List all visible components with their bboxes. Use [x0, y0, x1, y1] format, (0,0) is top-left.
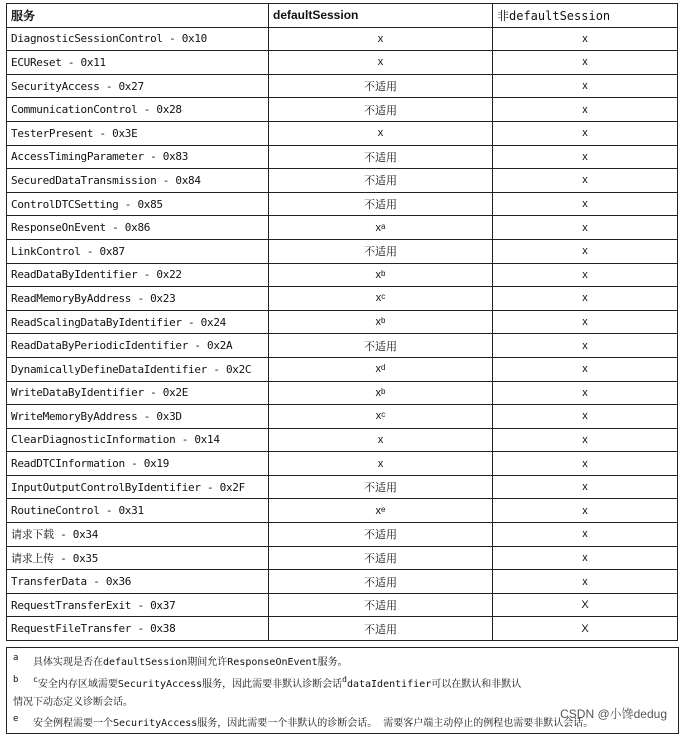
- default-session-value: x: [377, 56, 384, 69]
- default-session-cell: [269, 523, 493, 547]
- default-session-value: 不适用: [364, 81, 397, 94]
- service-name-cell: 请求下载 - 0x34: [7, 523, 269, 547]
- default-session-cell: [269, 475, 493, 499]
- default-session-value: x: [375, 386, 382, 399]
- default-session-value: x: [375, 363, 382, 376]
- service-name-cell: SecurityAccess - 0x27: [7, 74, 269, 98]
- default-session-value: x: [375, 292, 382, 305]
- table-row: [7, 593, 678, 617]
- header-service: 服务: [7, 4, 269, 28]
- footnote-ref: d: [381, 363, 386, 373]
- non-default-session-cell: x: [493, 405, 678, 429]
- default-session-cell: [269, 334, 493, 358]
- default-session-cell: [269, 310, 493, 334]
- non-default-session-cell: x: [493, 121, 678, 145]
- footnote-ref: c: [381, 292, 386, 302]
- footnote-label: e: [13, 714, 19, 724]
- table-row: [7, 523, 678, 547]
- footnote-ref: a: [381, 221, 386, 231]
- service-name-cell: ClearDiagnosticInformation - 0x14: [7, 428, 269, 452]
- service-name-cell: SecuredDataTransmission - 0x84: [7, 169, 269, 193]
- table-row: [7, 216, 678, 240]
- default-session-value: x: [375, 221, 382, 234]
- table-row: [7, 145, 678, 169]
- table-row: [7, 617, 678, 641]
- non-default-session-cell: x: [493, 98, 678, 122]
- service-name-cell: AccessTimingParameter - 0x83: [7, 145, 269, 169]
- service-name-cell: 请求上传 - 0x35: [7, 546, 269, 570]
- watermark: CSDN @小馋dedug: [560, 707, 667, 721]
- non-default-session-cell: x: [493, 357, 678, 381]
- non-default-session-cell: X: [493, 593, 678, 617]
- default-session-cell: [269, 263, 493, 287]
- default-session-value: 不适用: [364, 199, 397, 212]
- non-default-session-cell: x: [493, 239, 678, 263]
- non-default-session-cell: x: [493, 51, 678, 75]
- service-name-cell: ReadScalingDataByIdentifier - 0x24: [7, 310, 269, 334]
- footnote-label: a: [13, 653, 19, 663]
- table-row: [7, 428, 678, 452]
- non-default-session-cell: x: [493, 310, 678, 334]
- table-row: [7, 74, 678, 98]
- footnote-ref: b: [381, 316, 386, 326]
- non-default-session-cell: x: [493, 381, 678, 405]
- default-session-cell: [269, 546, 493, 570]
- table-row: [7, 499, 678, 523]
- table-row: [7, 357, 678, 381]
- non-default-session-cell: x: [493, 216, 678, 240]
- default-session-cell: [269, 452, 493, 476]
- default-session-cell: [269, 357, 493, 381]
- default-session-cell: [269, 405, 493, 429]
- footnote-ref: c: [33, 675, 38, 684]
- default-session-value: x: [375, 410, 382, 423]
- non-default-session-cell: x: [493, 452, 678, 476]
- service-name-cell: RequestFileTransfer - 0x38: [7, 617, 269, 641]
- default-session-value: x: [377, 32, 384, 45]
- default-session-value: 不适用: [364, 529, 397, 542]
- footnote-text: dataIdentifier可以在默认和非默认: [346, 679, 522, 690]
- default-session-value: 不适用: [364, 576, 397, 589]
- footnote-ref: b: [381, 268, 386, 278]
- table-row: [7, 239, 678, 263]
- table-row: [7, 98, 678, 122]
- table-row: [7, 192, 678, 216]
- default-session-cell: [269, 381, 493, 405]
- non-default-session-cell: x: [493, 334, 678, 358]
- default-session-value: 不适用: [364, 151, 397, 164]
- footnote-text: 安全例程需要一个SecurityAccess服务，因此需要一个非默认的诊断会话。 需要客户端主动停止的例程也需要非默认会话。: [33, 718, 594, 729]
- service-name-cell: TesterPresent - 0x3E: [7, 121, 269, 145]
- footnote-ref: e: [381, 504, 386, 514]
- non-default-session-cell: x: [493, 145, 678, 169]
- non-default-session-cell: x: [493, 192, 678, 216]
- service-name-cell: ResponseOnEvent - 0x86: [7, 216, 269, 240]
- footnote-label: b: [13, 675, 19, 685]
- default-session-cell: [269, 145, 493, 169]
- default-session-value: x: [377, 127, 384, 140]
- table-row: [7, 570, 678, 594]
- service-name-cell: RoutineControl - 0x31: [7, 499, 269, 523]
- default-session-value: 不适用: [364, 104, 397, 117]
- footnote-ref: b: [381, 386, 386, 396]
- non-default-session-cell: x: [493, 499, 678, 523]
- default-session-value: 不适用: [364, 175, 397, 188]
- default-session-value: 不适用: [364, 623, 397, 636]
- non-default-session-cell: x: [493, 523, 678, 547]
- footnote-b: [13, 675, 521, 690]
- service-name-cell: WriteDataByIdentifier - 0x2E: [7, 381, 269, 405]
- table-row: [7, 287, 678, 311]
- non-default-session-cell: x: [493, 570, 678, 594]
- footnote-a: [13, 653, 348, 668]
- service-name-cell: InputOutputControlByIdentifier - 0x2F: [7, 475, 269, 499]
- default-session-value: x: [375, 316, 382, 329]
- default-session-cell: [269, 27, 493, 51]
- non-default-session-cell: X: [493, 617, 678, 641]
- default-session-cell: [269, 192, 493, 216]
- table-header-row: [7, 4, 678, 28]
- default-session-cell: [269, 216, 493, 240]
- service-name-cell: ECUReset - 0x11: [7, 51, 269, 75]
- service-name-cell: DiagnosticSessionControl - 0x10: [7, 27, 269, 51]
- default-session-cell: [269, 239, 493, 263]
- table-row: [7, 263, 678, 287]
- default-session-cell: [269, 428, 493, 452]
- default-session-cell: [269, 617, 493, 641]
- non-default-session-cell: x: [493, 546, 678, 570]
- non-default-session-cell: x: [493, 74, 678, 98]
- table-row: [7, 452, 678, 476]
- default-session-value: 不适用: [364, 246, 397, 259]
- default-session-value: 不适用: [364, 552, 397, 565]
- default-session-value: x: [377, 433, 384, 446]
- table-row: [7, 475, 678, 499]
- table-row: [7, 405, 678, 429]
- default-session-cell: [269, 169, 493, 193]
- service-name-cell: DynamicallyDefineDataIdentifier - 0x2C: [7, 357, 269, 381]
- service-name-cell: CommunicationControl - 0x28: [7, 98, 269, 122]
- service-name-cell: LinkControl - 0x87: [7, 239, 269, 263]
- non-default-session-cell: x: [493, 428, 678, 452]
- non-default-session-cell: x: [493, 27, 678, 51]
- default-session-value: x: [377, 457, 384, 470]
- default-session-cell: [269, 287, 493, 311]
- service-name-cell: RequestTransferExit - 0x37: [7, 593, 269, 617]
- non-default-session-cell: x: [493, 475, 678, 499]
- table-row: [7, 169, 678, 193]
- default-session-cell: [269, 121, 493, 145]
- header-non-default-session: 非defaultSession: [493, 4, 678, 28]
- table-row: [7, 310, 678, 334]
- footnote-text: 具体实现是否在defaultSession期间允许ResponseOnEvent服务。: [33, 657, 348, 668]
- footnote-e: [13, 714, 593, 729]
- service-session-table: [6, 3, 678, 641]
- service-name-cell: ReadDTCInformation - 0x19: [7, 452, 269, 476]
- default-session-cell: [269, 98, 493, 122]
- non-default-session-cell: x: [493, 263, 678, 287]
- footnote-text: 安全内存区域需要SecurityAccess服务，因此需要非默认诊断会话: [37, 679, 343, 690]
- default-session-value: 不适用: [364, 340, 397, 353]
- service-name-cell: ReadDataByIdentifier - 0x22: [7, 263, 269, 287]
- default-session-value: x: [375, 268, 382, 281]
- service-name-cell: WriteMemoryByAddress - 0x3D: [7, 405, 269, 429]
- footnote-b-continued: [13, 693, 133, 708]
- service-name-cell: TransferData - 0x36: [7, 570, 269, 594]
- table-row: [7, 546, 678, 570]
- header-default-session: defaultSession: [269, 4, 493, 28]
- table-body: [7, 27, 678, 640]
- non-default-session-cell: x: [493, 169, 678, 193]
- default-session-cell: [269, 74, 493, 98]
- service-name-cell: ControlDTCSetting - 0x85: [7, 192, 269, 216]
- default-session-cell: [269, 593, 493, 617]
- table-row: [7, 381, 678, 405]
- default-session-value: 不适用: [364, 600, 397, 613]
- default-session-cell: [269, 51, 493, 75]
- default-session-cell: [269, 570, 493, 594]
- service-name-cell: ReadDataByPeriodicIdentifier - 0x2A: [7, 334, 269, 358]
- default-session-value: 不适用: [364, 482, 397, 495]
- default-session-cell: [269, 499, 493, 523]
- table-row: [7, 334, 678, 358]
- non-default-session-cell: x: [493, 287, 678, 311]
- footnote-ref: c: [381, 410, 386, 420]
- footnote-text: 情况下动态定义诊断会话。: [13, 697, 133, 708]
- table-row: [7, 27, 678, 51]
- service-name-cell: ReadMemoryByAddress - 0x23: [7, 287, 269, 311]
- default-session-value: x: [375, 504, 382, 517]
- footnote-ref: d: [342, 675, 347, 684]
- table-row: [7, 121, 678, 145]
- table-row: [7, 51, 678, 75]
